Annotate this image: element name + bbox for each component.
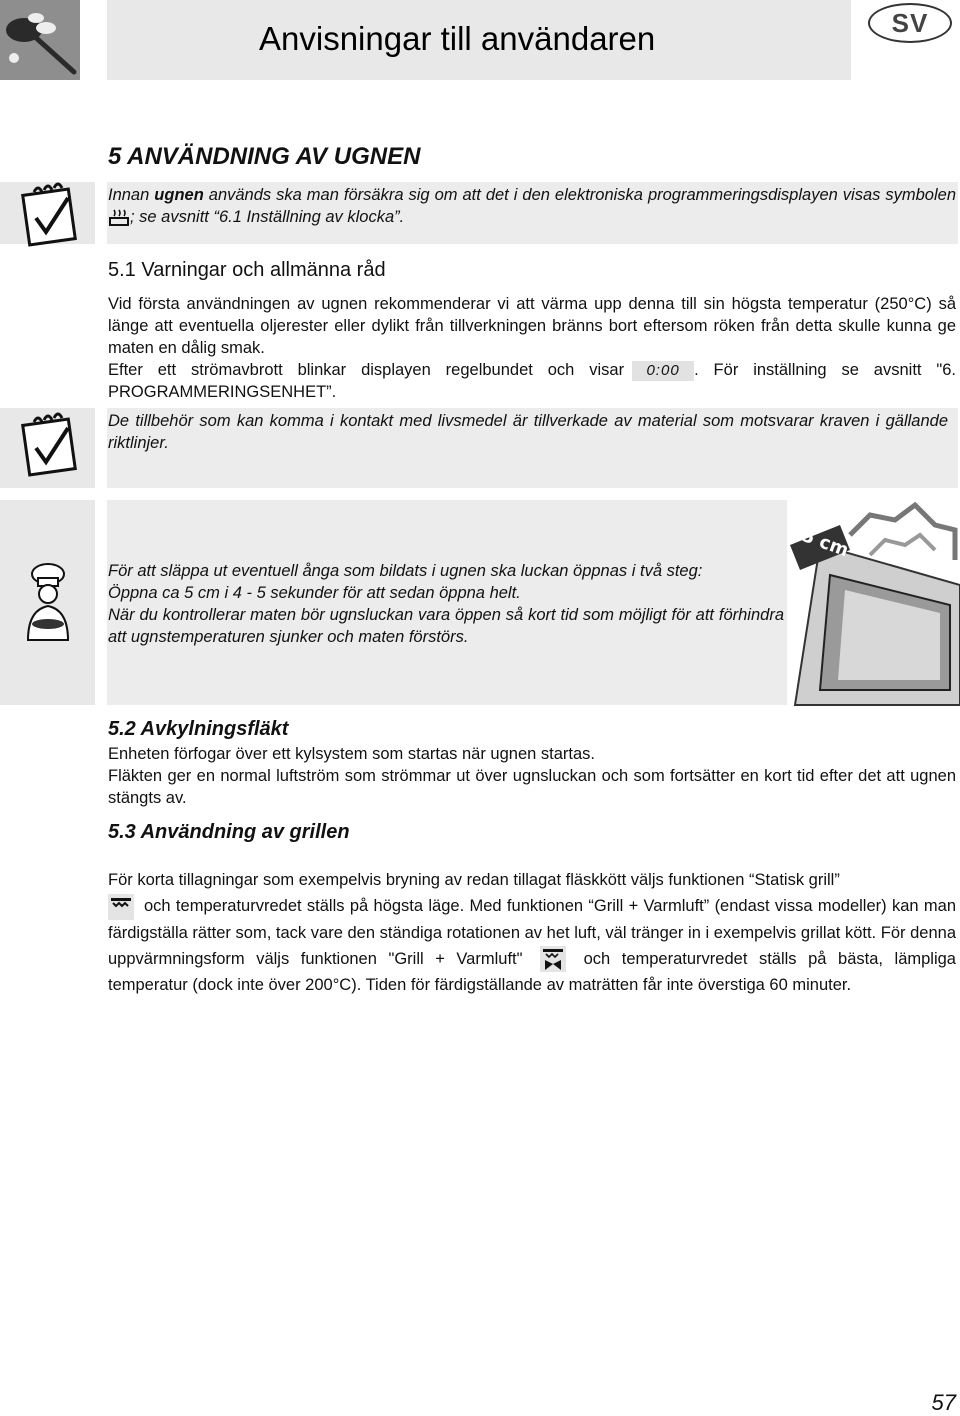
- note-text-1: Innan ugnen används ska man försäkra sig om att det i den elektroniska programmeringsdisplayen visas symbolen ; se avsnitt “6.1 Inställning av klocka”.: [108, 186, 956, 226]
- chef-icon: [8, 562, 88, 642]
- notepad-pencil-icon: [12, 178, 84, 250]
- oven-door-illustration: [790, 495, 960, 710]
- paragraph-cooling-system: Enheten förfogar över ett kylsystem som startas när ugnen startas.: [108, 745, 595, 763]
- section-heading-5-1: 5.1 Varningar och allmänna råd: [108, 259, 386, 281]
- header-bar: [107, 0, 851, 80]
- chef-icon-panel: [0, 500, 95, 705]
- paragraph-grill: För korta tillagningar som exempelvis bryning av redan tillagat fläskkött väljs funktionen “Statisk grill” och temperaturvredet ställs på högsta läge. Med funktionen “Grill + Varmluft” (endast vissa modeller) kan man färdigställa rätter som, tack vare den ständiga rotationen av het luft, väl tränger in i exempelvis grillat kött. För denna uppvärmningsform väljs funktionen "Grill + Varmluft" och temperaturvredet ställs på bästa, lämpliga temperatur (dock inte över 200°C). Tiden för färdigställande av maträtten får inte överstiga 60 minuter.: [108, 871, 956, 995]
- section-heading-5-3: 5.3 Användning av grillen: [108, 821, 350, 843]
- note-icon-panel: [0, 182, 95, 244]
- section-heading-5: 5 ANVÄNDNING AV UGNEN: [108, 143, 421, 170]
- note-icon-panel-2: [0, 408, 95, 488]
- section-heading-5-2: 5.2 Avkylningsfläkt: [108, 718, 289, 740]
- cooking-pot-steam-icon: [108, 208, 130, 228]
- static-grill-icon: [108, 894, 134, 920]
- language-badge: SV: [868, 3, 952, 43]
- page-title: Anvisningar till användaren: [259, 20, 656, 57]
- note-text-2: De tillbehör som kan komma i kontakt med livsmedel är tillverkade av material som motsvarar kraven i gällande riktlinjer.: [108, 412, 948, 452]
- paragraph-fan: Fläkten ger en normal luftström som strömmar ut över ugnsluckan och som fortsätter en kort tid efter det att ugnen stängts av.: [108, 767, 956, 807]
- notepad-pencil-icon: [12, 408, 84, 480]
- oven-door-gap-label: 5 cm: [798, 525, 852, 562]
- page-number: 57: [931, 1390, 956, 1415]
- display-readout: 0:00: [632, 361, 694, 381]
- brand-logo: [0, 0, 80, 80]
- paragraph-power-failure: Efter ett strömavbrott blinkar displayen regelbundet och visar 0:00 . För inställning se avsnitt "6. PROGRAMMERINGSENHET”.: [108, 361, 957, 401]
- steam-note-text: För att släppa ut eventuell ånga som bildats i ugnen ska luckan öppnas i två steg: Öppna ca 5 cm i 4 - 5 sekunder för att sedan öppna helt. När du kontrollerar maten bör ugnsluckan vara öppen så kort tid som möjligt för att förhindra att ugnstemperaturen sjunker och maten förstörs.: [108, 562, 784, 646]
- fan-grill-icon: [540, 946, 566, 972]
- chef-spoon-logo-icon: [0, 0, 80, 80]
- paragraph-first-use: Vid första användningen av ugnen rekommenderar vi att värma upp denna till sin högsta temperatur (250°C) så länge att eventuella oljerester eller dylikt från tillverkningen bränns bort eftersom röken från detta skulle kunna ge maten en dålig smak.: [108, 295, 956, 357]
